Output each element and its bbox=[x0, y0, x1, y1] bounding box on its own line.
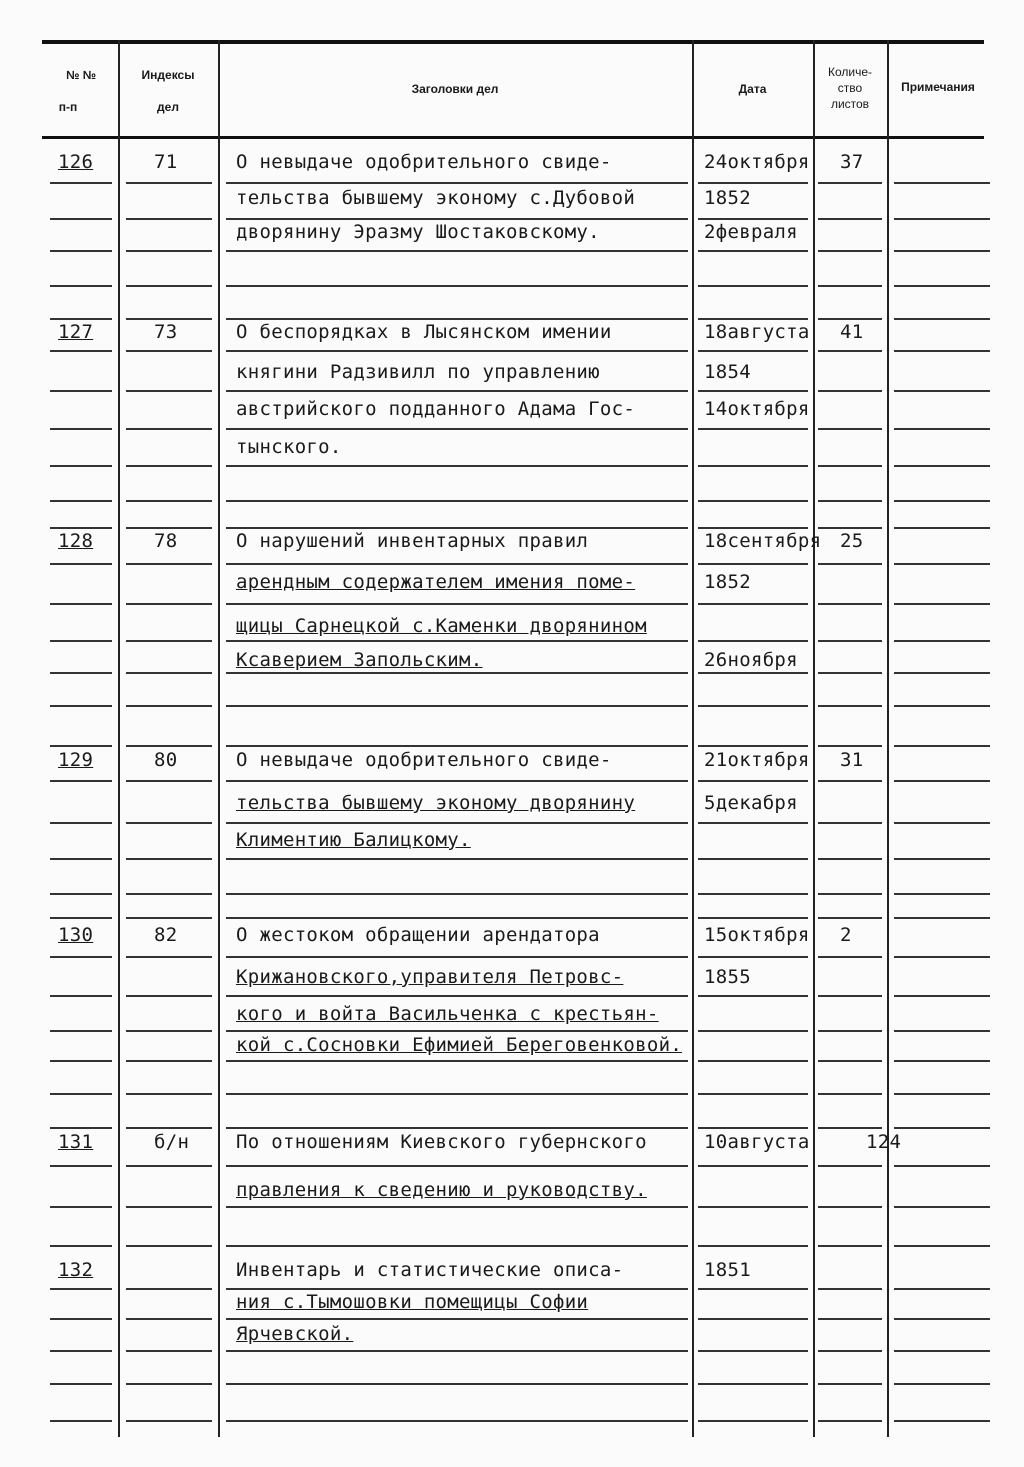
entry-date: 18августа bbox=[704, 321, 810, 343]
ruled-line bbox=[126, 956, 212, 958]
ruled-line bbox=[698, 822, 808, 824]
ruled-line bbox=[698, 745, 808, 747]
ruled-line bbox=[894, 527, 990, 529]
entry-date: 1852 bbox=[704, 571, 751, 593]
ruled-line bbox=[818, 1127, 882, 1129]
entry-sheet-count: 37 bbox=[840, 151, 864, 173]
ruled-line bbox=[698, 1060, 808, 1062]
ruled-line bbox=[126, 858, 212, 860]
ruled-line bbox=[126, 745, 212, 747]
entry-title-line: княгини Радзивилл по управлению bbox=[236, 361, 600, 383]
ruled-line bbox=[126, 1093, 212, 1095]
entry-title-line: кой с.Сосновки Ефимией Береговенковой. bbox=[236, 1034, 683, 1056]
ruled-line bbox=[126, 250, 212, 252]
ruled-line bbox=[698, 1206, 808, 1208]
ruled-line bbox=[126, 563, 212, 565]
ruled-line bbox=[50, 640, 112, 642]
ruled-line bbox=[50, 1245, 112, 1247]
ruled-line bbox=[698, 1165, 808, 1167]
ruled-line bbox=[226, 500, 688, 502]
ruled-line bbox=[226, 1030, 688, 1032]
ruled-line bbox=[226, 563, 688, 565]
ruled-line bbox=[126, 893, 212, 895]
ruled-line bbox=[698, 672, 808, 674]
entry-sheet-count: 41 bbox=[840, 321, 864, 343]
column-divider bbox=[887, 40, 889, 1437]
ruled-line bbox=[126, 1165, 212, 1167]
ruled-line bbox=[818, 822, 882, 824]
ruled-line bbox=[698, 1127, 808, 1129]
entry-title-line: Ксаверием Запольским. bbox=[236, 649, 483, 671]
ruled-line bbox=[818, 250, 882, 252]
ruled-line bbox=[818, 1350, 882, 1352]
entry-title-line: арендным содержателем имения поме- bbox=[236, 571, 636, 593]
ruled-line bbox=[894, 822, 990, 824]
entry-date: 24октября bbox=[704, 151, 810, 173]
ruled-line bbox=[226, 1420, 688, 1422]
header-title: Заголовки дел bbox=[411, 82, 499, 96]
ruled-line bbox=[126, 218, 212, 220]
header-sheet-count: Количе- ство листов bbox=[827, 65, 873, 111]
ruled-line bbox=[226, 705, 688, 707]
entry-title-line: тельства бывшему эконому дворянину bbox=[236, 792, 636, 814]
ruled-line bbox=[126, 640, 212, 642]
entry-title-line: австрийского подданного Адама Гос- bbox=[236, 398, 636, 420]
ruled-line bbox=[818, 318, 882, 320]
ruled-line bbox=[50, 1206, 112, 1208]
ruled-line bbox=[226, 640, 688, 642]
header-index: Индексы bbox=[141, 68, 195, 82]
ruled-line bbox=[226, 858, 688, 860]
ruled-line bbox=[818, 603, 882, 605]
ruled-line bbox=[50, 527, 112, 529]
ruled-line bbox=[894, 1350, 990, 1352]
ruled-line bbox=[698, 603, 808, 605]
ruled-line bbox=[818, 640, 882, 642]
ruled-line bbox=[126, 603, 212, 605]
ruled-line bbox=[894, 563, 990, 565]
ruled-line bbox=[50, 822, 112, 824]
ruled-line bbox=[894, 745, 990, 747]
entry-sheet-count: 2 bbox=[840, 924, 852, 946]
entry-title-line: О невыдаче одобрительного свиде- bbox=[236, 151, 612, 173]
ruled-line bbox=[818, 745, 882, 747]
ruled-line bbox=[894, 285, 990, 287]
entry-index: 82 bbox=[154, 924, 178, 946]
ruled-line bbox=[126, 527, 212, 529]
header-index-sub: дел bbox=[157, 100, 179, 114]
entry-date: 1852 bbox=[704, 187, 751, 209]
ruled-line bbox=[894, 858, 990, 860]
ruled-line bbox=[50, 500, 112, 502]
ruled-line bbox=[894, 500, 990, 502]
ruled-line bbox=[894, 893, 990, 895]
ruled-line bbox=[226, 250, 688, 252]
ruled-line bbox=[698, 218, 808, 220]
ruled-line bbox=[818, 780, 882, 782]
ruled-line bbox=[50, 1318, 112, 1320]
ruled-line bbox=[50, 285, 112, 287]
ruled-line bbox=[698, 285, 808, 287]
ruled-line bbox=[894, 640, 990, 642]
ruled-line bbox=[698, 1245, 808, 1247]
ruled-line bbox=[698, 1030, 808, 1032]
ruled-line bbox=[894, 350, 990, 352]
ruled-line bbox=[698, 917, 808, 919]
ruled-line bbox=[50, 1030, 112, 1032]
entry-date: 21октября bbox=[704, 749, 810, 771]
entry-title-line: По отношениям Киевского губернского bbox=[236, 1131, 647, 1153]
ruled-line bbox=[226, 218, 688, 220]
ruled-line bbox=[818, 500, 882, 502]
table-top-border bbox=[42, 40, 984, 44]
ruled-line bbox=[226, 995, 688, 997]
ruled-line bbox=[894, 1060, 990, 1062]
entry-date: 26ноября bbox=[704, 649, 798, 671]
ruled-line bbox=[698, 563, 808, 565]
entry-title-line: Инвентарь и статистические описа- bbox=[236, 1259, 624, 1281]
ruled-line bbox=[226, 956, 688, 958]
ruled-line bbox=[698, 465, 808, 467]
ruled-line bbox=[226, 672, 688, 674]
entry-title-line: Ярчевской. bbox=[236, 1323, 354, 1345]
ruled-line bbox=[126, 500, 212, 502]
ruled-line bbox=[698, 500, 808, 502]
entry-number: 128 bbox=[58, 530, 94, 552]
entry-number: 126 bbox=[58, 151, 94, 173]
entry-title-line: кого и войта Васильченка с крестьян- bbox=[236, 1003, 659, 1025]
ruled-line bbox=[818, 1383, 882, 1385]
ruled-line bbox=[818, 1420, 882, 1422]
ruled-line bbox=[698, 250, 808, 252]
ruled-line bbox=[50, 390, 112, 392]
ruled-line bbox=[126, 917, 212, 919]
ruled-line bbox=[818, 350, 882, 352]
ruled-line bbox=[50, 995, 112, 997]
ruled-line bbox=[126, 1318, 212, 1320]
ruled-line bbox=[226, 285, 688, 287]
header-num: № № bbox=[65, 68, 97, 82]
ruled-line bbox=[226, 917, 688, 919]
ruled-line bbox=[126, 1060, 212, 1062]
ruled-line bbox=[50, 745, 112, 747]
ruled-line bbox=[226, 527, 688, 529]
ruled-line bbox=[50, 563, 112, 565]
ruled-line bbox=[698, 1093, 808, 1095]
ruled-line bbox=[818, 917, 882, 919]
ruled-line bbox=[818, 1288, 882, 1290]
ruled-line bbox=[894, 1288, 990, 1290]
ruled-line bbox=[226, 1127, 688, 1129]
ruled-line bbox=[126, 1030, 212, 1032]
ruled-line bbox=[818, 218, 882, 220]
ruled-line bbox=[126, 780, 212, 782]
ruled-line bbox=[126, 995, 212, 997]
header-bottom-border bbox=[42, 136, 984, 139]
ruled-line bbox=[698, 780, 808, 782]
ruled-line bbox=[226, 182, 688, 184]
ruled-line bbox=[226, 1206, 688, 1208]
ruled-line bbox=[226, 1093, 688, 1095]
ruled-line bbox=[226, 1318, 688, 1320]
ruled-line bbox=[894, 1030, 990, 1032]
ruled-line bbox=[126, 318, 212, 320]
ruled-line bbox=[50, 603, 112, 605]
ruled-line bbox=[50, 428, 112, 430]
header-notes: Примечания bbox=[901, 80, 975, 94]
ruled-line bbox=[50, 917, 112, 919]
entry-title-line: щицы Сарнецкой с.Каменки дворянином bbox=[236, 615, 647, 637]
entry-title-line: ния с.Тымошовки помещицы Софии bbox=[236, 1291, 589, 1313]
ruled-line bbox=[50, 956, 112, 958]
ruled-line bbox=[226, 822, 688, 824]
ruled-line bbox=[698, 350, 808, 352]
ruled-line bbox=[698, 390, 808, 392]
ruled-line bbox=[894, 1383, 990, 1385]
ruled-line bbox=[894, 1245, 990, 1247]
ruled-line bbox=[226, 1288, 688, 1290]
ruled-line bbox=[50, 350, 112, 352]
entry-date: 1855 bbox=[704, 966, 751, 988]
ruled-line bbox=[894, 465, 990, 467]
ruled-line bbox=[698, 318, 808, 320]
ruled-line bbox=[226, 390, 688, 392]
ruled-line bbox=[818, 1245, 882, 1247]
ruled-line bbox=[894, 1127, 990, 1129]
ruled-line bbox=[894, 1165, 990, 1167]
ruled-line bbox=[894, 603, 990, 605]
ruled-line bbox=[818, 893, 882, 895]
ruled-line bbox=[50, 893, 112, 895]
ruled-line bbox=[818, 182, 882, 184]
entry-title-line: Климентию Балицкому. bbox=[236, 829, 471, 851]
entry-title-line: Крижановского,управителя Петровс- bbox=[236, 966, 624, 988]
ruled-line bbox=[894, 780, 990, 782]
ruled-line bbox=[818, 465, 882, 467]
entry-sheet-count: 124 bbox=[866, 1131, 902, 1153]
ruled-line bbox=[126, 285, 212, 287]
entry-title-line: тельства бывшему эконому с.Дубовой bbox=[236, 187, 636, 209]
ruled-line bbox=[50, 858, 112, 860]
ruled-line bbox=[698, 428, 808, 430]
ruled-line bbox=[226, 1383, 688, 1385]
ruled-line bbox=[50, 465, 112, 467]
ruled-line bbox=[126, 1206, 212, 1208]
ruled-line bbox=[698, 527, 808, 529]
entry-date: 1851 bbox=[704, 1259, 751, 1281]
ruled-line bbox=[126, 705, 212, 707]
ruled-line bbox=[894, 318, 990, 320]
ruled-line bbox=[698, 1350, 808, 1352]
ruled-line bbox=[894, 956, 990, 958]
ruled-line bbox=[126, 182, 212, 184]
ruled-line bbox=[894, 917, 990, 919]
ruled-line bbox=[818, 995, 882, 997]
ruled-line bbox=[818, 1318, 882, 1320]
ruled-line bbox=[226, 1245, 688, 1247]
ruled-line bbox=[818, 672, 882, 674]
entry-index: 80 bbox=[154, 749, 178, 771]
entry-date: 10августа bbox=[704, 1131, 810, 1153]
entry-number: 131 bbox=[58, 1131, 94, 1153]
ruled-line bbox=[126, 1350, 212, 1352]
entry-date: 2февраля bbox=[704, 221, 798, 243]
ruled-line bbox=[894, 182, 990, 184]
entry-date: 18сентября bbox=[704, 530, 822, 552]
ruled-line bbox=[698, 956, 808, 958]
entry-date: 5декабря bbox=[704, 792, 798, 814]
entry-index: 71 bbox=[154, 151, 178, 173]
entry-title-line: тынского. bbox=[236, 436, 342, 458]
ruled-line bbox=[226, 1350, 688, 1352]
ruled-line bbox=[126, 1420, 212, 1422]
entry-number: 130 bbox=[58, 924, 94, 946]
ruled-line bbox=[226, 893, 688, 895]
ruled-line bbox=[226, 428, 688, 430]
ruled-line bbox=[698, 858, 808, 860]
ruled-line bbox=[126, 1288, 212, 1290]
header-num-sub: п-п bbox=[58, 100, 78, 114]
entry-index: 73 bbox=[154, 321, 178, 343]
ruled-line bbox=[894, 672, 990, 674]
entry-index: 78 bbox=[154, 530, 178, 552]
ruled-line bbox=[894, 1420, 990, 1422]
ruled-line bbox=[894, 390, 990, 392]
ruled-line bbox=[698, 893, 808, 895]
entry-sheet-count: 31 bbox=[840, 749, 864, 771]
ruled-line bbox=[698, 995, 808, 997]
ruled-line bbox=[818, 858, 882, 860]
ruled-line bbox=[50, 182, 112, 184]
ruled-line bbox=[50, 250, 112, 252]
ruled-line bbox=[50, 672, 112, 674]
ruled-line bbox=[126, 428, 212, 430]
ruled-line bbox=[226, 780, 688, 782]
ruled-line bbox=[50, 1350, 112, 1352]
ruled-line bbox=[894, 428, 990, 430]
entry-title-line: О невыдаче одобрительного свиде- bbox=[236, 749, 612, 771]
entry-index: б/н bbox=[154, 1131, 190, 1153]
ruled-line bbox=[126, 822, 212, 824]
ruled-line bbox=[50, 1165, 112, 1167]
ruled-line bbox=[226, 745, 688, 747]
entry-number: 132 bbox=[58, 1259, 94, 1281]
ruled-line bbox=[698, 640, 808, 642]
ruled-line bbox=[50, 1288, 112, 1290]
ruled-line bbox=[818, 1060, 882, 1062]
ruled-line bbox=[226, 1060, 688, 1062]
ruled-line bbox=[50, 1093, 112, 1095]
ruled-line bbox=[50, 318, 112, 320]
ruled-line bbox=[818, 1165, 882, 1167]
entry-date: 14октября bbox=[704, 398, 810, 420]
entry-number: 129 bbox=[58, 749, 94, 771]
ruled-line bbox=[698, 182, 808, 184]
ruled-line bbox=[50, 780, 112, 782]
ruled-line bbox=[818, 705, 882, 707]
entry-sheet-count: 25 bbox=[840, 530, 864, 552]
ruled-line bbox=[698, 1420, 808, 1422]
ruled-line bbox=[818, 1030, 882, 1032]
ruled-line bbox=[698, 705, 808, 707]
ruled-line bbox=[226, 465, 688, 467]
entry-date: 1854 bbox=[704, 361, 751, 383]
ruled-line bbox=[126, 1383, 212, 1385]
ruled-line bbox=[50, 1420, 112, 1422]
ruled-line bbox=[126, 1127, 212, 1129]
ruled-line bbox=[226, 350, 688, 352]
ruled-line bbox=[818, 1093, 882, 1095]
entry-title-line: дворянину Эразму Шостаковскому. bbox=[236, 221, 600, 243]
ruled-line bbox=[50, 1383, 112, 1385]
ruled-line bbox=[894, 1093, 990, 1095]
ruled-line bbox=[894, 1206, 990, 1208]
ruled-line bbox=[894, 218, 990, 220]
ruled-line bbox=[126, 465, 212, 467]
ruled-line bbox=[818, 428, 882, 430]
entry-date: 15октября bbox=[704, 924, 810, 946]
ruled-line bbox=[698, 1383, 808, 1385]
entry-title-line: О беспорядках в Лысянском имении bbox=[236, 321, 612, 343]
ruled-line bbox=[818, 285, 882, 287]
ruled-line bbox=[818, 563, 882, 565]
ruled-line bbox=[126, 350, 212, 352]
ruled-line bbox=[226, 318, 688, 320]
ruled-line bbox=[126, 672, 212, 674]
column-divider bbox=[813, 40, 815, 1437]
ruled-line bbox=[818, 390, 882, 392]
ruled-line bbox=[698, 1288, 808, 1290]
ruled-line bbox=[698, 1318, 808, 1320]
ruled-line bbox=[818, 527, 882, 529]
entry-title-line: О нарушений инвентарных правил bbox=[236, 530, 589, 552]
ruled-line bbox=[894, 250, 990, 252]
ruled-line bbox=[818, 1206, 882, 1208]
header-date: Дата bbox=[738, 82, 767, 96]
entry-number: 127 bbox=[58, 321, 94, 343]
ruled-line bbox=[226, 603, 688, 605]
entry-title-line: О жестоком обращении арендатора bbox=[236, 924, 600, 946]
ruled-line bbox=[50, 218, 112, 220]
ruled-line bbox=[818, 956, 882, 958]
ruled-line bbox=[50, 1060, 112, 1062]
column-divider bbox=[692, 40, 694, 1437]
ruled-line bbox=[50, 1127, 112, 1129]
column-divider bbox=[118, 40, 120, 1437]
ruled-line bbox=[894, 1318, 990, 1320]
ruled-line bbox=[226, 1165, 688, 1167]
ruled-line bbox=[126, 390, 212, 392]
ruled-line bbox=[126, 1245, 212, 1247]
ruled-line bbox=[894, 705, 990, 707]
column-divider bbox=[218, 40, 220, 1437]
ruled-line bbox=[894, 995, 990, 997]
ruled-line bbox=[50, 705, 112, 707]
entry-title-line: правления к сведению и руководству. bbox=[236, 1179, 647, 1201]
